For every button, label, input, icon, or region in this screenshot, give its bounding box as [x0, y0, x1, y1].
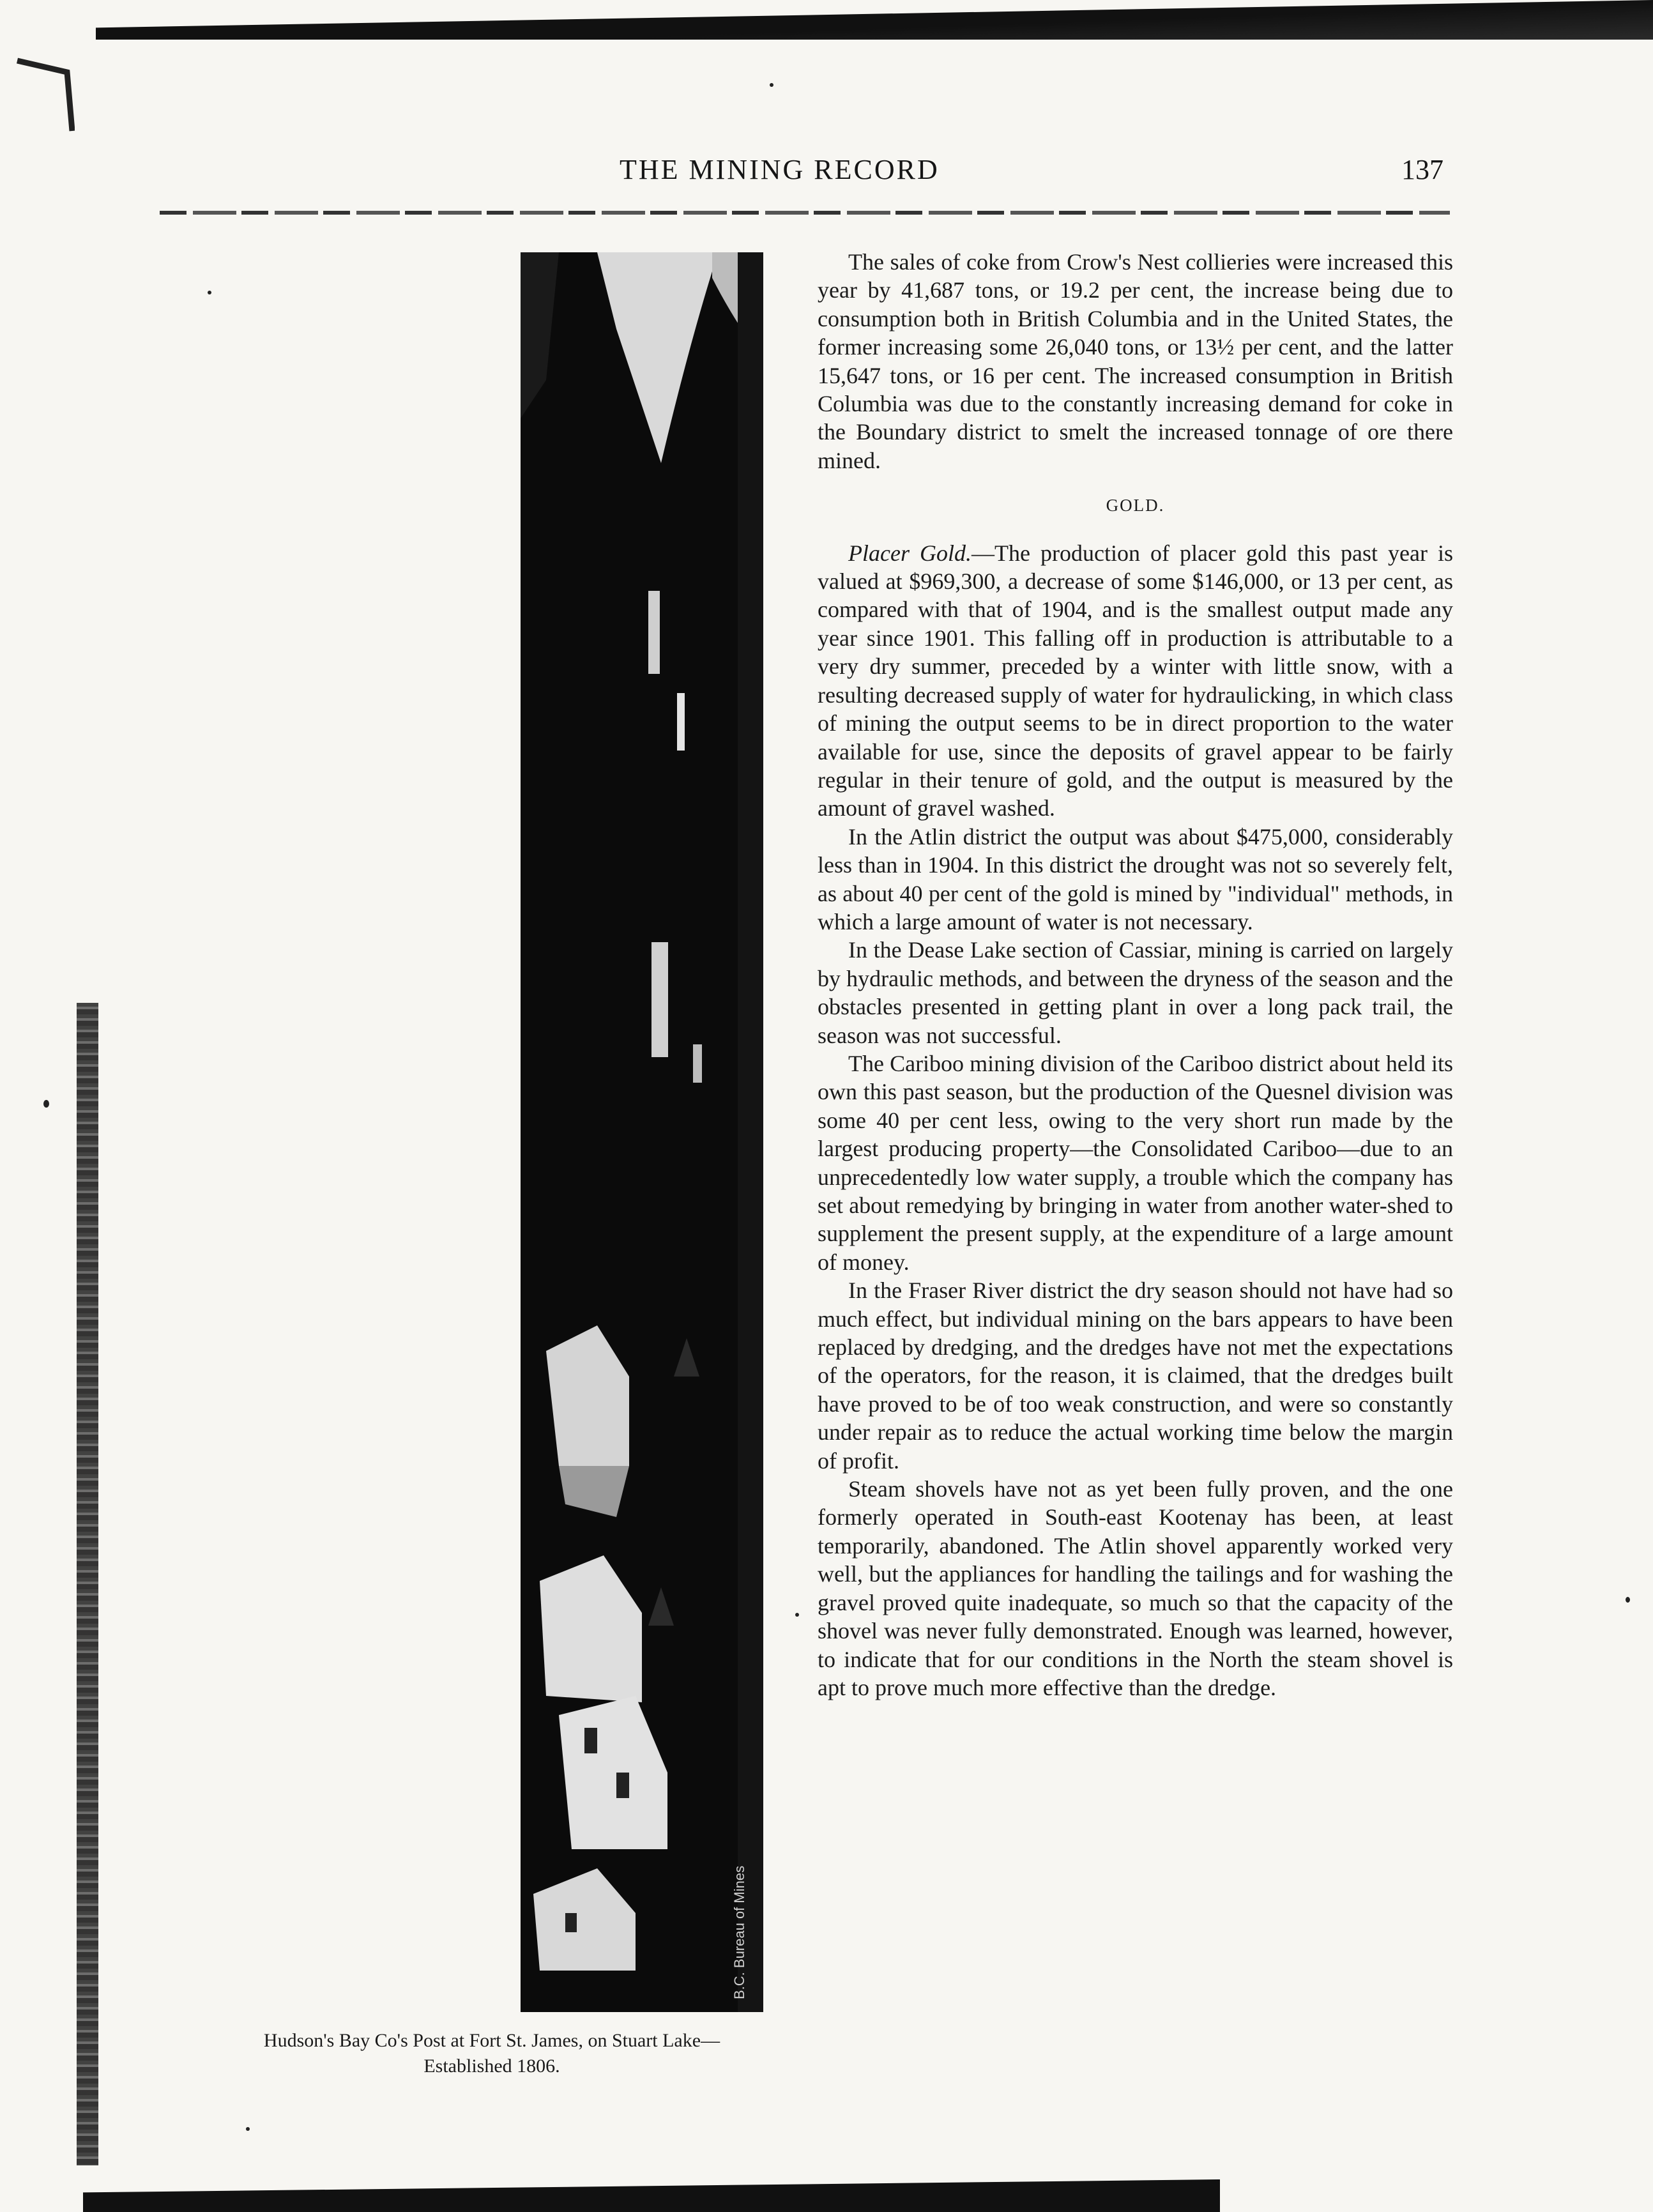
- section-heading-gold: GOLD.: [1106, 496, 1165, 515]
- photo-credit: B.C. Bureau of Mines: [731, 1865, 747, 1999]
- scan-top-edge: [96, 0, 1653, 40]
- photograph: [521, 252, 763, 2012]
- page-number: 137: [1401, 154, 1444, 185]
- paragraph-placer-gold: [818, 539, 1453, 823]
- scan-bottom-edge: [83, 2179, 1220, 2212]
- paragraph-cariboo: The Cariboo mining division of the Cariboo district about held its own this past season, but the production of the Quesnel division was some 40 per cent less, owing to the very short run made by the largest producing property—the Consolidated Cariboo—due to an unprecedentedly low water supply, a trouble which the company has set about remedying by bringing in water from another water-shed to supplement the present supply, at the expenditure of a large amount of money.: [818, 1050, 1453, 1275]
- paragraph-dease-lake: In the Dease Lake section of Cassiar, mining is carried on largely by hydraulic methods, and between the dryness of the season and the obstacles presented in getting plant in over a long pack trail, the season was not successful.: [818, 937, 1453, 1048]
- paragraph-coke-sales: The sales of coke from Crow's Nest collieries were increased this year by 41,687 tons, or 19.2 per cent, the increase being due to consumption both in British Columbia and in the United States, the former increasing some 26,040 tons, or 13½ per cent, and the latter 15,647 tons, or 16 per cent. The increased consumption in British Columbia was due to the constantly increasing demand for coke in the Boundary district to smelt the increased tonnage of ore there mined.: [818, 249, 1453, 473]
- scan-speck: [43, 1100, 49, 1108]
- fort-photo-image: [521, 252, 763, 2012]
- article-column: [818, 248, 1453, 1702]
- scan-speck: [246, 2127, 250, 2131]
- scan-speck: [770, 83, 773, 87]
- caption-line-1: Hudson's Bay Co's Post at Fort St. James, on Stuart Lake—: [263, 2030, 720, 2051]
- scan-left-edge: [77, 1003, 98, 2165]
- photo-caption: [169, 2028, 814, 2079]
- placer-gold-text: —The production of placer gold this past year is valued at $969,300, a decrease of some $146,000, or 13 per cent, as compared with that of 1904, and is the smallest output made any year since 1901. This falling off in production is attributable to a very dry summer, preceded by a winter with little snow, with a resulting decreased supply of water for hydraulicking, in which class of mining the output seems to be in direct proportion to the water available for use, since the deposits of gravel appear to be fairly regular in their tenure of gold, and the output is measured by the amount of gravel washed.: [818, 540, 1453, 821]
- corner-mark: [16, 54, 75, 137]
- header-rule: [160, 211, 1450, 215]
- journal-title: THE MINING RECORD: [620, 154, 940, 185]
- paragraph-atlin: In the Atlin district the output was about $475,000, considerably less than in 1904. In this district the drought was not so severely felt, as about 40 per cent of the gold is mined by "individual" methods, in which a large amount of water is not necessary.: [818, 823, 1453, 934]
- scan-speck: [795, 1613, 799, 1617]
- placer-gold-lead: Placer Gold.: [848, 540, 971, 566]
- caption-line-2: Established 1806.: [423, 2056, 560, 2077]
- paragraph-steam-shovels: Steam shovels have not as yet been fully proven, and the one formerly operated in South-east Kootenay has been, at least temporarily, abandoned. The Atlin shovel apparently worked very well, but the appliances for handling the tailings and for washing the gravel proved quite inadequate, so much so that the capacity of the shovel was never fully demonstrated. Enough was learned, however, to indicate that for our conditions in the North the steam shovel is apt to prove much more effective than the dredge.: [818, 1476, 1453, 1700]
- paragraph-fraser-river: In the Fraser River district the dry season should not have had so much effect, but individual mining on the bars appears to have been replaced by dredging, and the dredges have not met the expectations of the operators, for the reason, it is claimed, that the dredges built have proved to be of too weak construction, and were so constantly under repair as to reduce the actual working time below the margin of profit.: [818, 1278, 1453, 1474]
- running-head: [153, 153, 1444, 198]
- scan-speck: [208, 291, 211, 294]
- scan-speck: [1626, 1597, 1630, 1603]
